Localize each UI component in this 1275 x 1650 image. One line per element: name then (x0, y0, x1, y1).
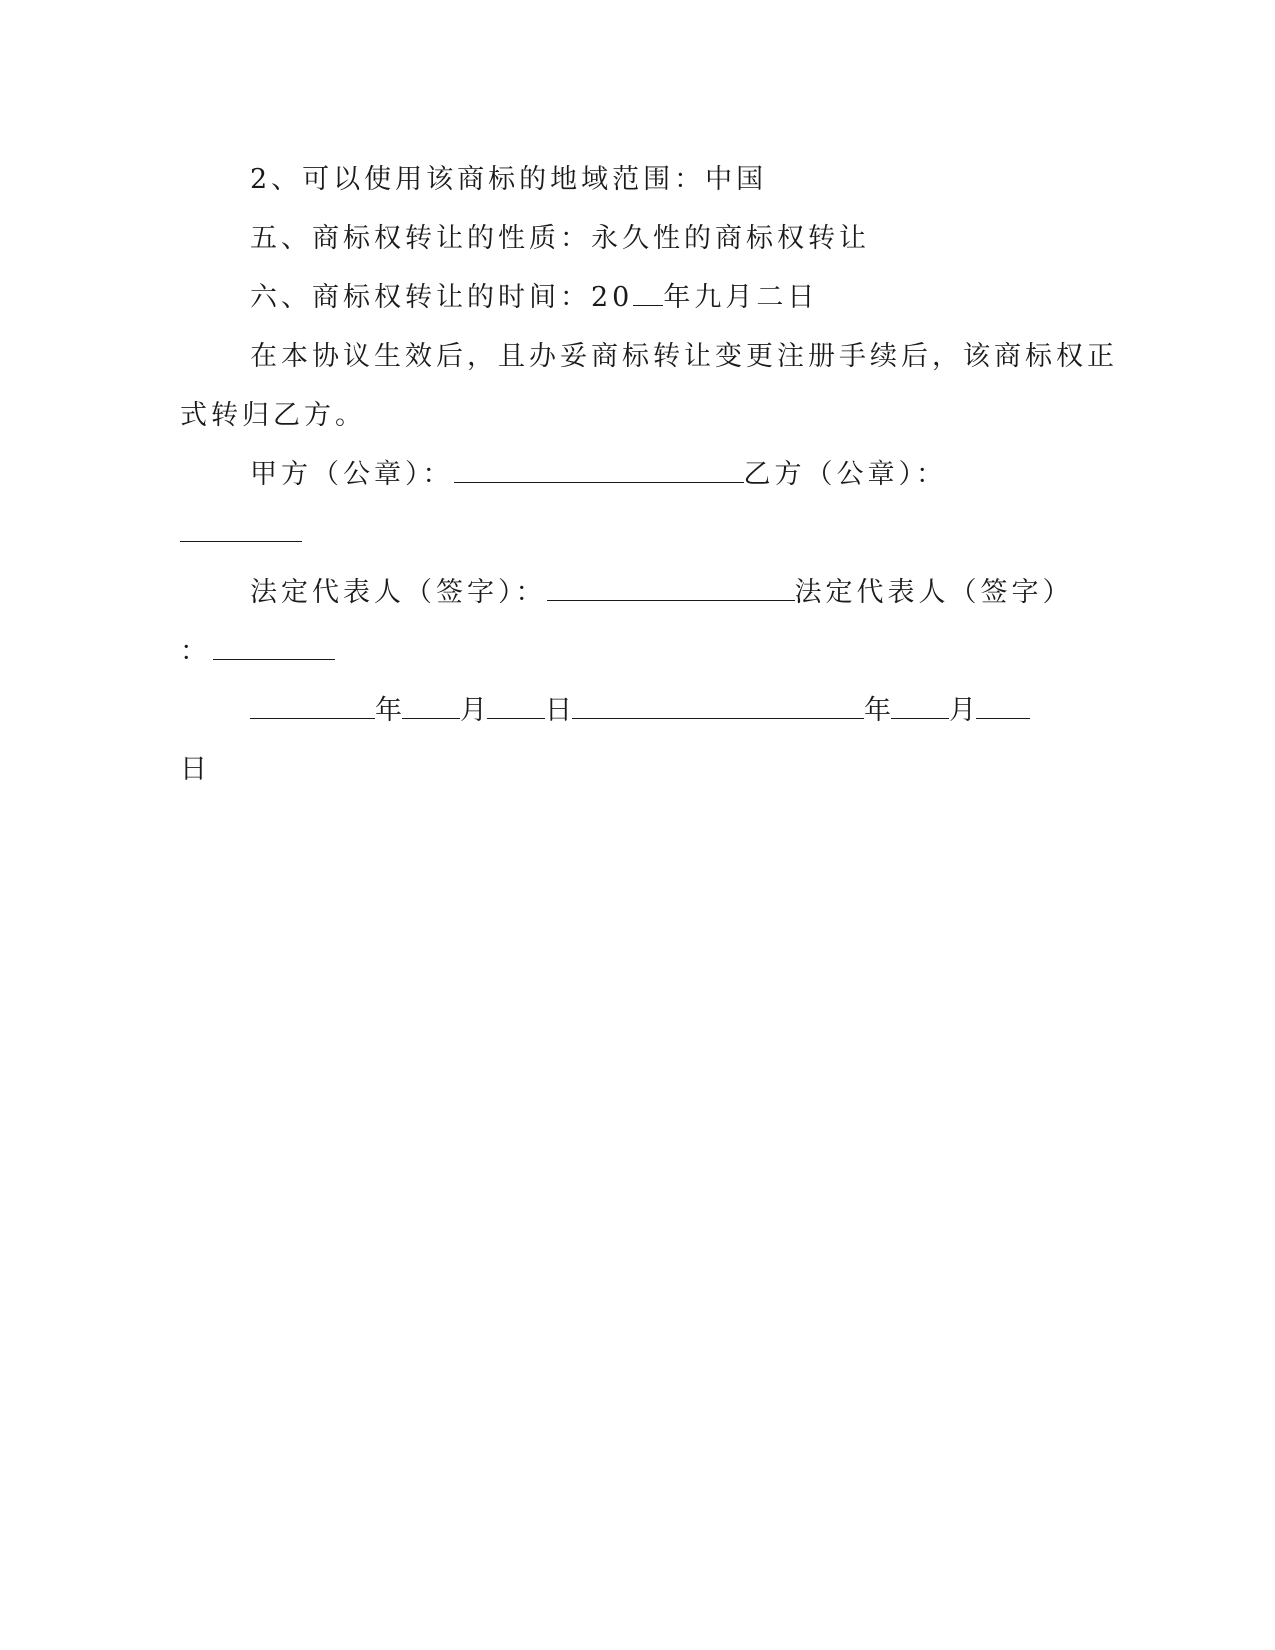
date-a-month-blank (402, 694, 460, 719)
party-seal-line (250, 458, 947, 492)
date-a-year-label: 年 (375, 695, 402, 726)
effective-text-2: 式转归乙方。 (180, 400, 366, 431)
effective-text-1: 在本协议生效后，且办妥商标转让变更注册手续后，该商标权正 (250, 341, 1118, 372)
party-a-seal-label: 甲方（公章）： (250, 459, 454, 490)
date-b-month-blank (891, 694, 949, 719)
party-a-seal-blank (454, 458, 744, 483)
date-a-month-label: 月 (460, 695, 487, 726)
date-b-month-label: 月 (949, 695, 976, 726)
clause-5-line (250, 222, 870, 256)
legal-rep-b-blank (213, 635, 335, 660)
date-b-day-line (180, 753, 211, 787)
party-b-seal-blank-line (180, 517, 302, 551)
date-a-day-blank (487, 694, 545, 719)
party-b-seal-label: 乙方（公章）： (743, 459, 947, 490)
effective-line-1 (250, 340, 1118, 374)
legal-rep-a-label: 法定代表人（签字）： (250, 577, 547, 608)
date-a-year-blank (250, 694, 375, 719)
date-a-day-label: 日 (545, 695, 572, 726)
clause-6-line (250, 281, 818, 315)
item-region-text: 2、可以使用该商标的地域范围：中国 (250, 164, 768, 195)
legal-rep-a-blank (547, 576, 795, 601)
clause-6-prefix: 六、商标权转让的时间：20 (250, 282, 634, 313)
clause-5-text: 五、商标权转让的性质：永久性的商标权转让 (250, 223, 870, 254)
legal-rep-line (250, 576, 1074, 610)
legal-rep-b-blank-line (180, 635, 335, 669)
party-b-seal-blank (180, 517, 302, 542)
date-b-year-blank (572, 694, 864, 719)
legal-rep-b-colon: ： (180, 636, 211, 667)
date-b-day-label: 日 (180, 754, 211, 785)
year-blank (633, 281, 663, 306)
date-b-year-label: 年 (864, 695, 891, 726)
clause-6-suffix: 年九月二日 (663, 282, 819, 313)
item-region-line (250, 163, 767, 197)
legal-rep-b-label: 法定代表人（签字） (794, 577, 1074, 608)
date-line (250, 694, 1030, 728)
effective-line-2 (180, 399, 366, 433)
date-b-day-blank (976, 694, 1030, 719)
